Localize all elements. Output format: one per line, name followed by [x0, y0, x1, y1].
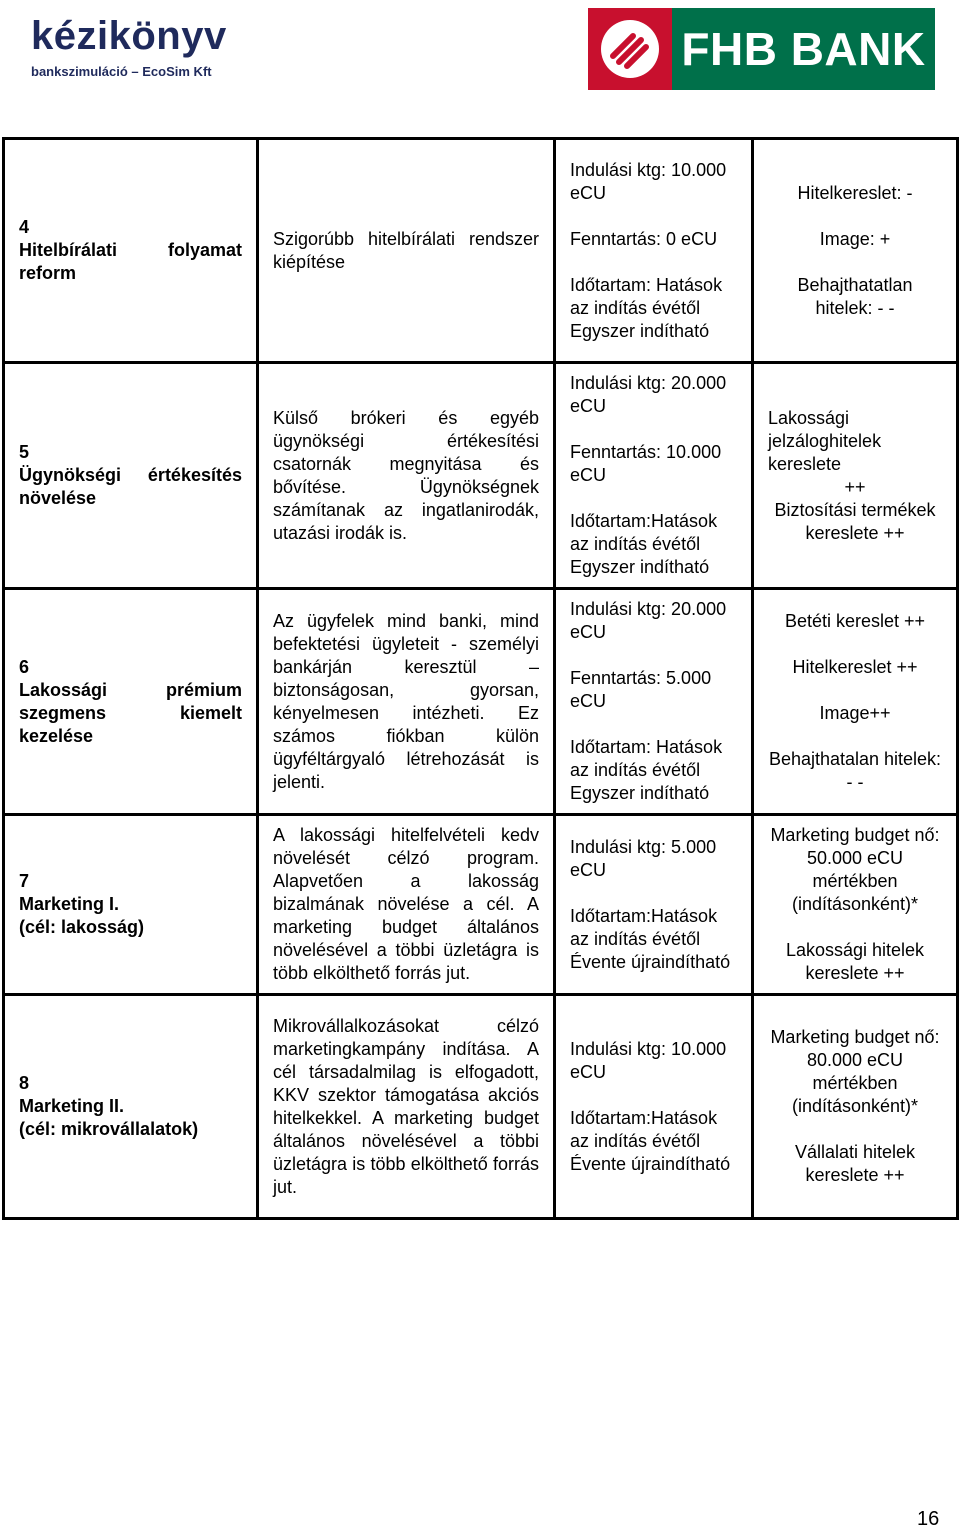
- action-effects-cell: [753, 815, 958, 995]
- table-row: [4, 995, 958, 1219]
- action-name-cell: [4, 589, 258, 815]
- action-name-line: [19, 239, 242, 262]
- cost-item: Indulási ktg: 5.000 eCU: [570, 836, 717, 880]
- action-name-word: növelése: [19, 488, 97, 508]
- action-name-line: [19, 464, 242, 487]
- action-name-word: prémium: [165, 679, 242, 700]
- document-subtitle: bankszimuláció – EcoSim Kft: [31, 64, 212, 79]
- cost-item: Időtartam:Hatások az indítás évétől Évente újraindítható: [570, 1107, 731, 1174]
- cost-item: Indulási ktg: 10.000 eCU: [570, 159, 727, 203]
- action-description: Mikrovállalkozásokat célzó marketingkampány indítása. A cél társadalmilag is elfogadott, KKV szektor támogatása akciós hitelkekkel. A marketing budget általános növelésével a többi üzletágra is több elkölthető forrás jut.: [258, 995, 555, 1219]
- effect-item: Behajthatalan hitelek: - -: [768, 748, 942, 792]
- action-name-word: reform: [19, 263, 77, 283]
- effect-item: Lakossági hitelek kereslete ++: [785, 940, 925, 983]
- action-name-word: Hitelbírálati: [19, 240, 118, 260]
- action-name-word: értékesítés: [147, 465, 242, 485]
- effect-item: Marketing budget nő: 50.000 eCU mértékben (indításonként)*: [770, 825, 940, 914]
- action-effects-cell: [753, 589, 958, 815]
- action-description: Az ügyfelek mind banki, mind befektetési ügyleteit - személyi bankárján keresztül – biztonságosan, gyorsan, kényelmesen intézheti. Ez számos fiókban külön ügyféltárgyaló létrehozását is jelenti.: [258, 589, 555, 815]
- logo-text: FHB BANK: [672, 8, 935, 90]
- cost-item: Időtartam:Hatások az indítás évétől Évente újraindítható: [570, 905, 731, 972]
- action-name-line: [19, 679, 242, 702]
- action-name-word: szegmens: [19, 702, 107, 723]
- effect-item: Image: +: [819, 228, 891, 249]
- fhb-bank-logo: [588, 8, 935, 90]
- cost-item: Fenntartás: 0 eCU: [570, 228, 718, 249]
- action-description: Szigorúbb hitelbírálati rendszer kiépítése: [258, 139, 555, 363]
- effect-item: Marketing budget nő: 80.000 eCU mértékben (indításonként)*: [770, 1027, 940, 1116]
- action-name-cell: [4, 139, 258, 363]
- effect-item: Behajthatatlan hitelek: - -: [797, 274, 913, 318]
- cost-item: Indulási ktg: 20.000 eCU: [570, 373, 727, 416]
- cost-item: Fenntartás: 10.000 eCU: [570, 442, 722, 485]
- action-name-line: [19, 262, 242, 285]
- effect-item: Hitelkereslet: -: [797, 182, 913, 203]
- action-name-line: [19, 487, 242, 510]
- action-name-word: Marketing I.: [19, 894, 120, 914]
- action-name-word: (cél: mikrovállalatok): [19, 1119, 199, 1139]
- action-name-line: [19, 893, 242, 916]
- action-name-line: [19, 725, 242, 748]
- effect-item: Betéti kereslet ++: [784, 610, 926, 631]
- action-name-word: kiemelt: [179, 702, 242, 723]
- action-name-word: Ügynökségi: [19, 465, 122, 485]
- action-costs-cell: [555, 815, 753, 995]
- action-name-word: (cél: lakosság): [19, 917, 145, 937]
- action-name-word: kezelése: [19, 725, 94, 746]
- action-number: 8: [19, 1073, 30, 1093]
- action-number: 6: [19, 656, 30, 677]
- action-number: 4: [19, 217, 30, 237]
- bank-emblem-icon: [588, 8, 672, 90]
- table-row: [4, 815, 958, 995]
- action-name-word: Lakossági: [19, 679, 108, 700]
- action-name-line: [19, 1118, 242, 1141]
- action-name-line: [19, 916, 242, 939]
- action-number: 7: [19, 871, 30, 891]
- table-row: [4, 589, 958, 815]
- cost-item: Fenntartás: 5.000 eCU: [570, 668, 712, 711]
- effect-item: Lakossági jelzáloghitelek kereslete: [768, 407, 882, 474]
- effect-item: Vállalati hitelek kereslete ++: [794, 1142, 916, 1185]
- effect-item: Biztosítási termékek kereslete ++: [774, 499, 936, 543]
- action-name-line: [19, 1095, 242, 1118]
- action-table: [2, 137, 959, 1220]
- effect-item: Image++: [819, 702, 891, 723]
- action-name-line: [19, 702, 242, 725]
- action-name-cell: [4, 815, 258, 995]
- action-description: Külső brókeri és egyéb ügynökségi értékesítési csatornák megnyitása és bővítése. Ügynökségnek számítanak az ingatlanirodák, utazási irodák is.: [258, 363, 555, 589]
- action-number: 5: [19, 442, 30, 462]
- table-row: [4, 139, 958, 363]
- cost-item: Időtartam: Hatások az indítás évétől Egyszer indítható: [570, 274, 723, 341]
- cost-item: Indulási ktg: 10.000 eCU: [570, 1038, 727, 1082]
- effect-item: ++: [844, 476, 866, 497]
- action-name-cell: [4, 363, 258, 589]
- action-effects-cell: [753, 139, 958, 363]
- table-row: [4, 363, 958, 589]
- document-title: kézikönyv: [31, 14, 227, 58]
- action-costs-cell: [555, 589, 753, 815]
- action-name-word: Marketing II.: [19, 1096, 125, 1116]
- action-costs-cell: [555, 139, 753, 363]
- page-number: 16: [917, 1508, 940, 1530]
- action-effects-cell: [753, 363, 958, 589]
- action-costs-cell: [555, 363, 753, 589]
- action-description: A lakossági hitelfelvételi kedv növelését célzó program. Alapvetően a lakosság bizalmának növelése a cél. A marketing budget általános növelésével a többi üzletágra is több elkölthető forrás jut.: [258, 815, 555, 995]
- effect-item: Hitelkereslet ++: [792, 656, 918, 677]
- action-name-cell: [4, 995, 258, 1219]
- action-name-word: folyamat: [167, 240, 242, 260]
- action-costs-cell: [555, 995, 753, 1219]
- cost-item: Időtartam: Hatások az indítás évétől Egyszer indítható: [570, 737, 723, 803]
- action-effects-cell: [753, 995, 958, 1219]
- cost-item: Időtartam:Hatások az indítás évétől Egyszer indítható: [570, 511, 718, 577]
- cost-item: Indulási ktg: 20.000 eCU: [570, 599, 727, 642]
